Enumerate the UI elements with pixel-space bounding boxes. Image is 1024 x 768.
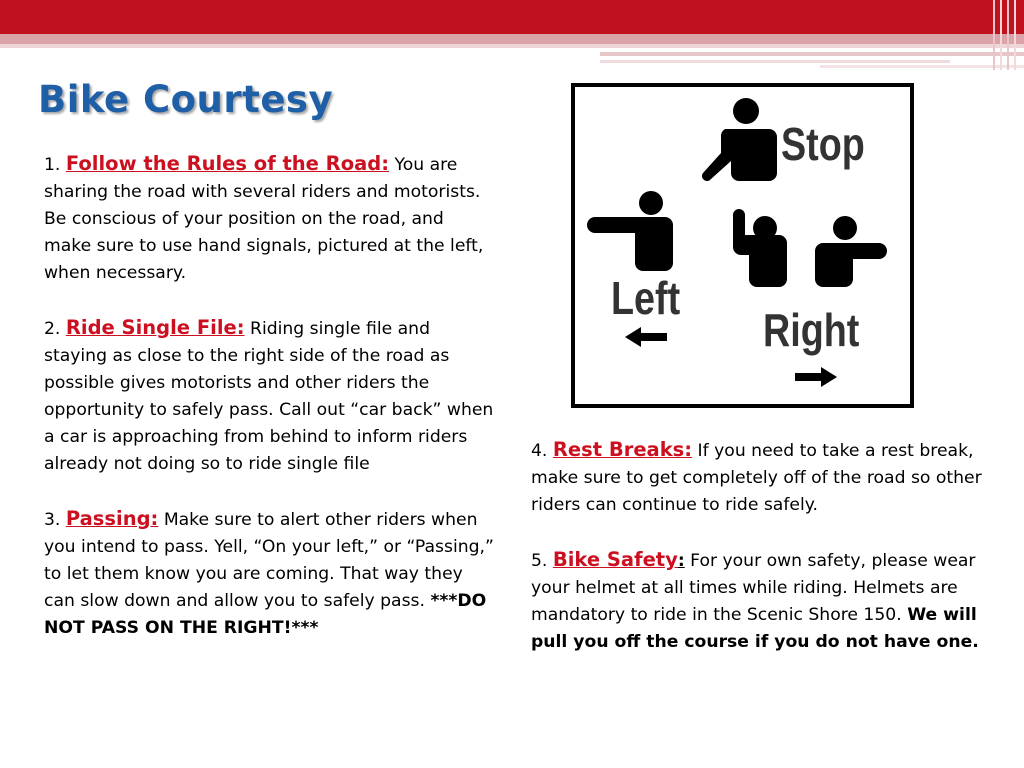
stop-figure-icon <box>702 98 777 181</box>
banner-stripe <box>0 34 1024 44</box>
left-label: Left <box>611 272 681 324</box>
banner-vline <box>1007 0 1009 70</box>
banner-vline <box>993 0 995 70</box>
item-number: 2. <box>44 319 61 339</box>
right-text-column <box>531 436 1001 683</box>
list-item <box>531 436 1001 519</box>
left-arrow-icon <box>625 327 667 347</box>
item-heading: Ride Single File: <box>65 316 245 339</box>
banner-stripe <box>600 60 950 63</box>
item-body: For your own safety, please wear your helmet at all times while riding. Helmets are mandatory to ride in the Scenic Shore 150. <box>531 551 976 625</box>
item-number: 3. <box>44 510 61 530</box>
item-body: Riding single file and staying as close to the right side of the road as possible gives motorists and other riders the opportunity to safely pass. Call out “car back” when a car is approaching from behind to inform riders already not doing so to ride single file <box>44 319 494 474</box>
item-body: Make sure to alert other riders when you intend to pass. Yell, “On your left,” or “Passing,” to let them know you are coming. That way they can slow down and allow you to safely pass. <box>44 510 494 611</box>
item-emphasis: We will pull you off the course if you do not have one. <box>531 605 979 652</box>
top-banner <box>0 0 1024 70</box>
item-emphasis: ***DO NOT PASS ON THE RIGHT!*** <box>44 591 487 638</box>
banner-stripe <box>600 52 1024 56</box>
list-item <box>44 505 496 642</box>
right-figure-point-icon <box>815 216 887 287</box>
banner-vline <box>1014 0 1016 70</box>
left-text-column <box>44 150 496 669</box>
item-heading-colon: : <box>677 551 685 571</box>
hand-signals-sign <box>571 83 914 408</box>
item-heading: Rest Breaks: <box>552 438 693 461</box>
item-number: 1. <box>44 155 61 175</box>
banner-stripe <box>0 44 1024 48</box>
item-number: 5. <box>531 551 548 571</box>
right-figure-up-icon <box>733 209 787 287</box>
list-item <box>531 546 1001 656</box>
item-body: You are sharing the road with several riders and motorists. Be conscious of your position on the road, and make sure to use hand signals, pictured at the left, when necessary. <box>44 155 484 283</box>
right-label: Right <box>763 304 860 356</box>
list-item <box>44 314 496 478</box>
right-arrow-icon <box>795 367 837 387</box>
stop-label: Stop <box>781 118 865 170</box>
slide-title: Bike Courtesy <box>38 78 334 121</box>
item-number: 4. <box>531 441 548 461</box>
banner-vline <box>1000 0 1002 70</box>
banner-red-band <box>0 0 1024 34</box>
list-item <box>44 150 496 287</box>
item-heading: Bike Safety <box>552 548 678 571</box>
left-figure-icon <box>587 191 673 271</box>
item-heading: Follow the Rules of the Road: <box>65 152 390 175</box>
item-body: If you need to take a rest break, make sure to get completely off of the road so other riders can continue to ride safely. <box>531 441 982 515</box>
item-heading: Passing: <box>65 507 159 530</box>
